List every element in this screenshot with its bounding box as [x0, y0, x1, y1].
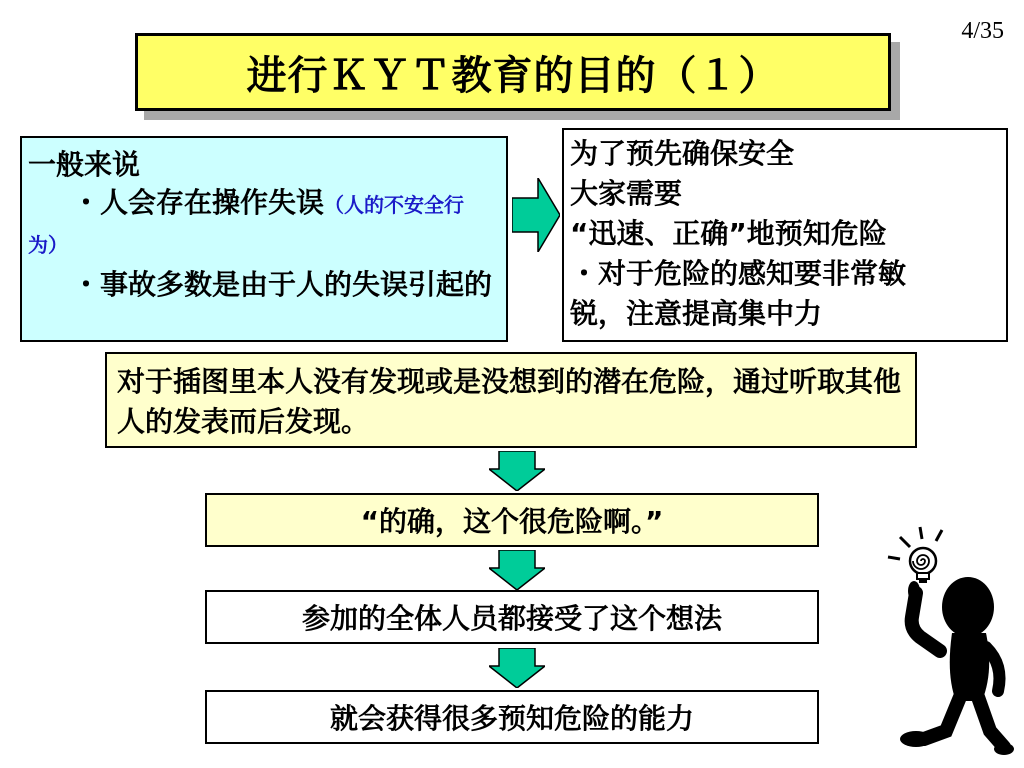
safety-goal-line: 为了预先确保安全	[570, 137, 795, 170]
hidden-danger-box: 对于插图里本人没有发现或是没想到的潜在危险，通过听取其他人的发表而后发现。	[105, 352, 917, 448]
unsafe-behavior-note: （人的不安全行为）	[28, 193, 465, 257]
step-acceptance-box: 参加的全体人员都接受了这个想法	[205, 590, 819, 644]
safety-goal-line: “迅速、正确”地预知危险	[570, 217, 887, 250]
page-number: 4/35	[961, 18, 1004, 44]
step-agreement-box: “的确，这个很危险啊。”	[205, 493, 819, 547]
down-arrow-icon	[489, 648, 545, 688]
safety-goal-line: 大家需要	[570, 177, 683, 210]
thinking-figure-icon	[886, 525, 1014, 755]
general-statement-box	[20, 136, 508, 342]
human-error-point: ・人会存在操作失误	[72, 186, 325, 219]
general-heading: 一般来说	[28, 148, 141, 181]
slide-title: 进行ＫＹＴ教育的目的（１）	[135, 33, 891, 111]
down-arrow-icon	[489, 451, 545, 491]
safety-goal-line: 锐，注意提高集中力	[570, 297, 823, 330]
safety-goal-box	[562, 128, 1008, 342]
safety-goal-line: ・对于危险的感知要非常敏	[570, 257, 907, 290]
right-arrow-icon	[512, 178, 560, 252]
accident-cause-point: ・事故多数是由于人的失误引起的	[72, 268, 493, 301]
step-ability-box: 就会获得很多预知危险的能力	[205, 690, 819, 744]
down-arrow-icon	[489, 550, 545, 590]
